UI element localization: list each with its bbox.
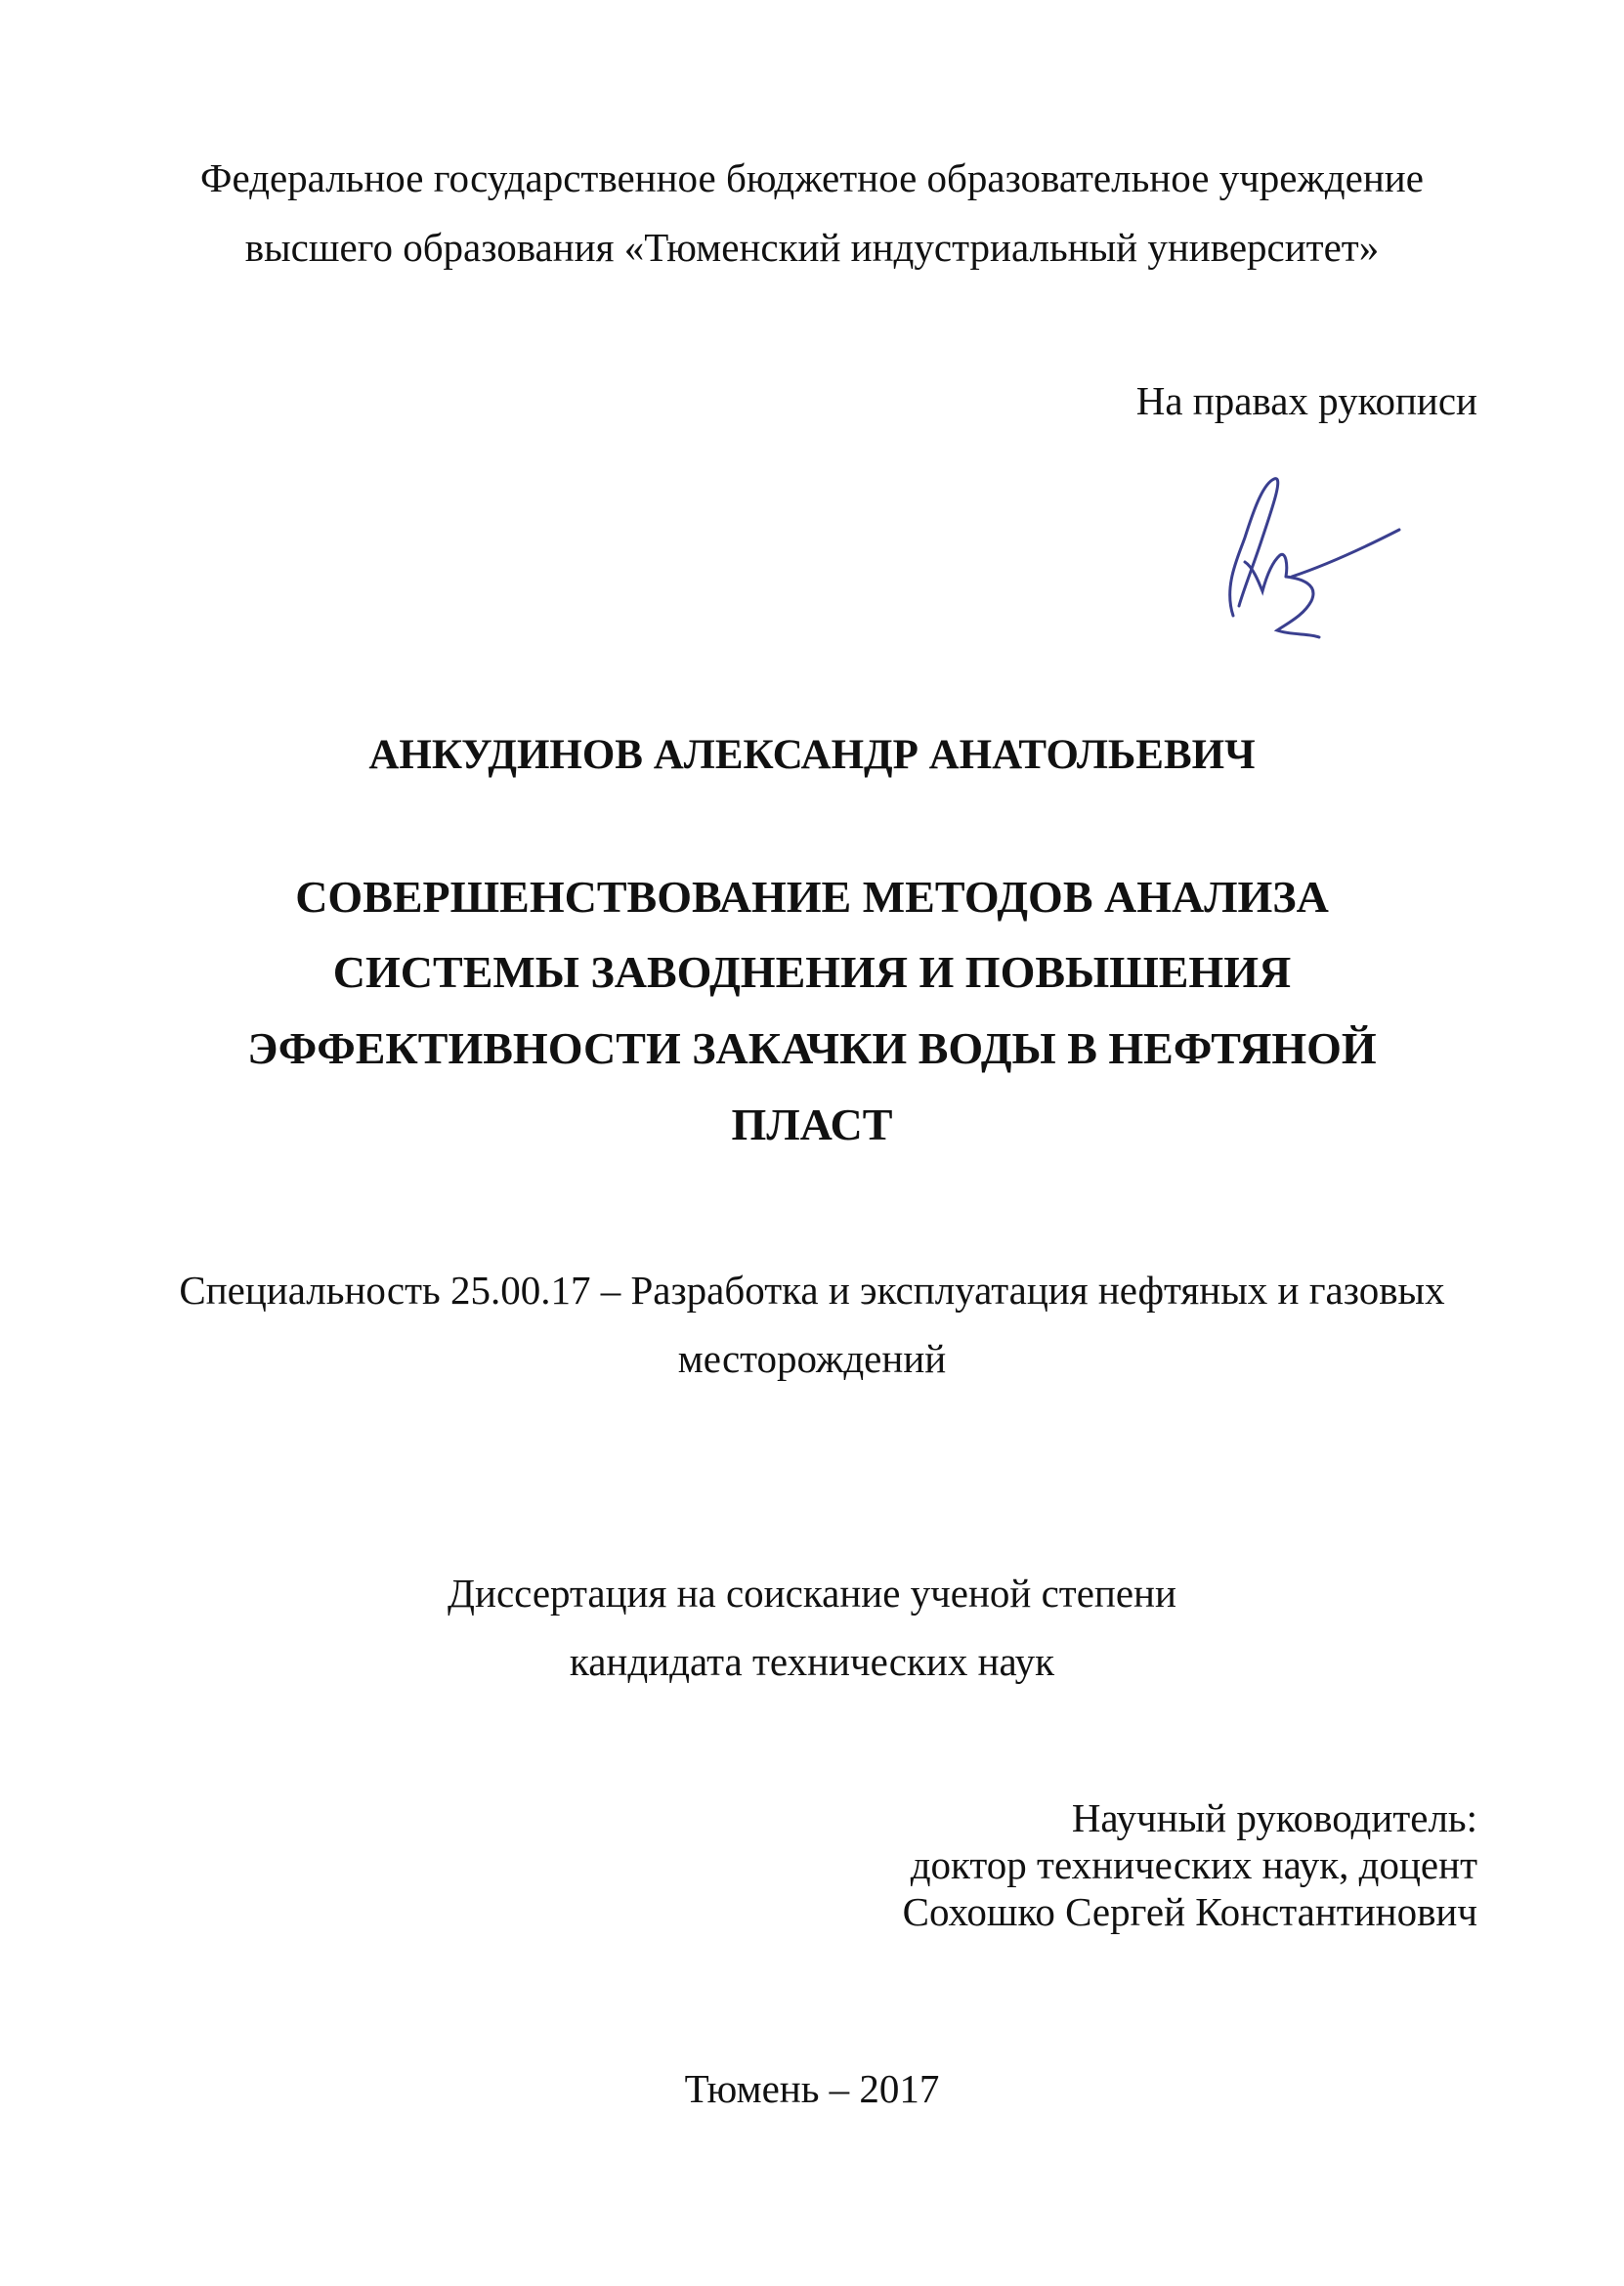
footer-city-year: Тюмень – 2017	[684, 2066, 940, 2111]
dissertation-line-1: Диссертация на соискание ученой степени	[448, 1571, 1176, 1616]
title-line-3: ЭФФЕКТИВНОСТИ ЗАКАЧКИ ВОДЫ В НЕФТЯНОЙ	[247, 1023, 1377, 1073]
author-name: АНКУДИНОВ АЛЕКСАНДР АНАТОЛЬЕВИЧ	[368, 732, 1256, 778]
title-line-1: СОВЕРШЕНСТВОВАНИЕ МЕТОДОВ АНАЛИЗА	[295, 872, 1329, 922]
institution-line-2: высшего образования «Тюменский индустриальный университет»	[244, 225, 1380, 270]
title-line-2: СИСТЕМЫ ЗАВОДНЕНИЯ И ПОВЫШЕНИЯ	[332, 947, 1292, 997]
manuscript-note: На правах рукописи	[1135, 378, 1477, 423]
specialty-line-2: месторождений	[677, 1336, 947, 1381]
dissertation-line-2: кандидата технических наук	[569, 1639, 1055, 1684]
supervisor-degree: доктор технических наук, доцент	[910, 1842, 1477, 1887]
institution-line-1: Федеральное государственное бюджетное образовательное учреждение	[200, 155, 1424, 200]
supervisor-label: Научный руководитель:	[1071, 1795, 1477, 1840]
supervisor-name: Сохошко Сергей Константинович	[902, 1889, 1477, 1934]
signature-icon	[1194, 469, 1409, 665]
specialty-line-1: Специальность 25.00.17 – Разработка и эксплуатация нефтяных и газовых	[179, 1268, 1445, 1313]
title-line-4: ПЛАСТ	[731, 1100, 893, 1149]
